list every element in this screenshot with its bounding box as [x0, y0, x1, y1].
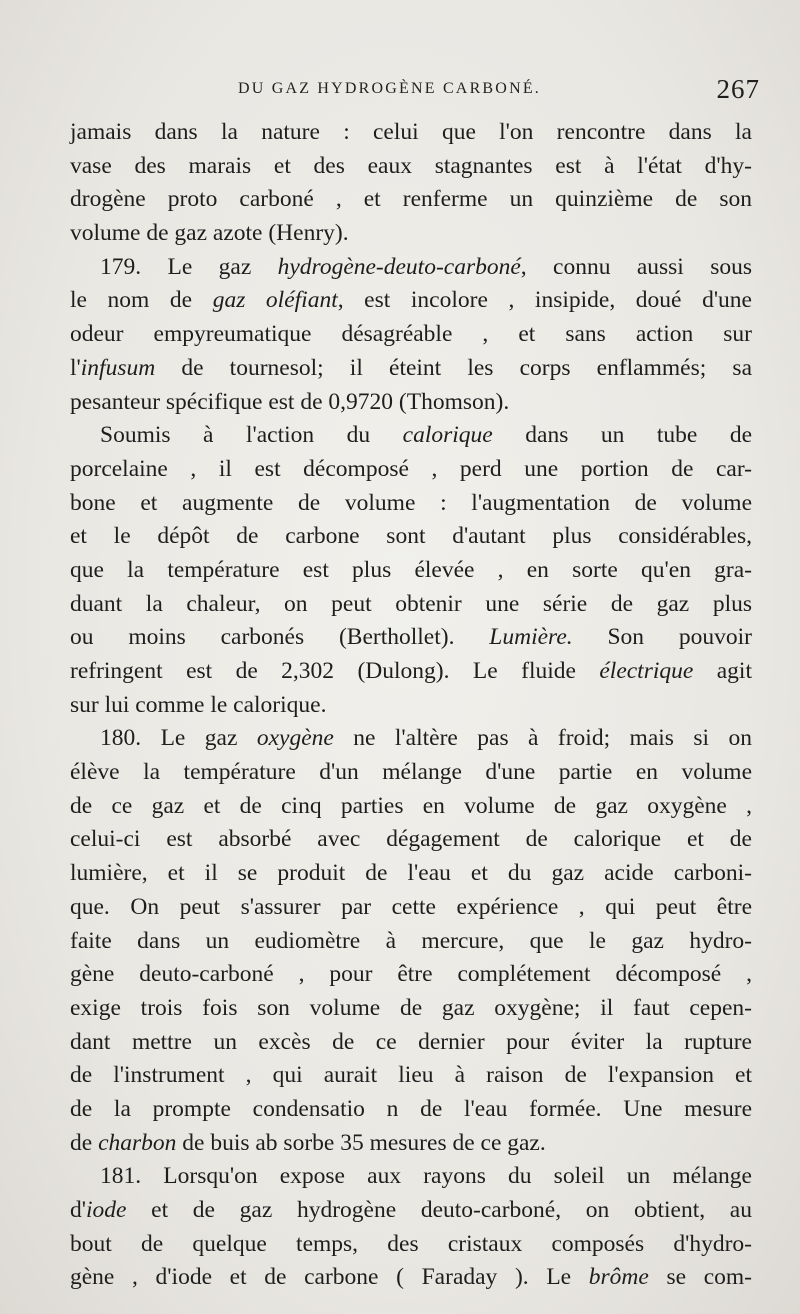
- text-run: 179. Le gaz: [100, 253, 278, 280]
- text-line: [70, 1261, 752, 1295]
- text-line: [70, 419, 752, 453]
- text-line: [70, 217, 752, 251]
- text-run: de buis ab sorbe 35 mesures de ce gaz.: [176, 1129, 546, 1156]
- text-line: [70, 386, 752, 420]
- text-line: [70, 251, 752, 285]
- text-run: drogène proto carboné , et renferme un quinzième de son: [70, 186, 752, 213]
- text-line: [70, 520, 752, 554]
- text-run: dant mettre un excès de ce dernier pour éviter la rupture: [70, 1028, 752, 1055]
- italic-term: infusum: [80, 354, 156, 381]
- text-run: et le dépôt de carbone sont d'autant plus considérables,: [70, 523, 752, 550]
- italic-term: hydrogène-deuto-carboné: [277, 253, 521, 280]
- page-number: 267: [716, 74, 760, 104]
- text-run: Son pouvoir: [572, 624, 752, 651]
- text-run: gène , d'iode et de carbone ( Faraday ). Le: [70, 1264, 589, 1291]
- text-run: , connu aussi sous: [520, 253, 752, 280]
- text-line: [70, 588, 752, 622]
- text-run: de la prompte condensatio n de l'eau formée. Une mesure: [70, 1095, 752, 1122]
- text-run: Soumis à l'action du: [100, 422, 403, 449]
- running-title: DU GAZ HYDROGÈNE CARBONÉ.: [238, 80, 541, 97]
- text-line: [70, 823, 752, 857]
- italic-term: oxygène: [256, 725, 334, 752]
- text-line: [70, 1127, 752, 1161]
- text-line: [70, 284, 752, 318]
- text-run: l': [70, 354, 81, 381]
- text-run: gène deuto-carboné , pour être complétement décomposé ,: [70, 961, 752, 988]
- text-run: se com-: [648, 1264, 752, 1291]
- text-run: celui-ci est absorbé avec dégagement de calorique et de: [70, 826, 752, 853]
- text-run: de l'instrument , qui aurait lieu à raison de l'expansion et: [70, 1062, 752, 1089]
- text-run: lumière, et il se produit de l'eau et du gaz acide carboni-: [70, 860, 752, 887]
- text-run: jamais dans la nature : celui que l'on rencontre dans la: [70, 119, 752, 145]
- text-run: faite dans un eudiomètre à mercure, que le gaz hydro-: [70, 927, 752, 954]
- text-line: [70, 1059, 752, 1093]
- text-line: [70, 1194, 752, 1228]
- text-run: pesanteur spécifique est de 0,9720 (Thomson).: [70, 388, 510, 415]
- text-run: sur lui comme le calorique.: [70, 691, 327, 718]
- text-line: [70, 689, 752, 723]
- text-run: exige trois fois son volume de gaz oxygène; il faut cepen-: [70, 994, 752, 1021]
- italic-term: brôme: [588, 1264, 649, 1291]
- text-run: que. On peut s'assurer par cette expérience , qui peut être: [70, 893, 752, 920]
- italic-term: gaz oléfiant: [212, 287, 338, 314]
- text-line: [70, 183, 752, 217]
- text-line: [70, 1026, 752, 1060]
- text-run: agit: [693, 658, 752, 684]
- text-line: [70, 925, 752, 959]
- text-run: que la température est plus élevée , en sorte qu'en gra-: [70, 556, 752, 583]
- text-line: [70, 554, 752, 588]
- text-line: [70, 790, 752, 824]
- text-run: ne l'altère pas à froid; mais si on: [333, 725, 752, 752]
- text-run: duant la chaleur, on peut obtenir une série de gaz plus: [70, 590, 752, 617]
- text-line: [70, 992, 752, 1026]
- text-line: [70, 1093, 752, 1127]
- text-run: de: [70, 1129, 99, 1156]
- text-run: de ce gaz et de cinq parties en volume de gaz oxygène ,: [70, 792, 752, 819]
- text-run: et de gaz hydrogène deuto-carboné, on obtient, au: [126, 1197, 752, 1223]
- text-run: de tournesol; il éteint les corps enflammés; sa: [155, 354, 752, 381]
- text-line: [70, 1160, 752, 1194]
- text-run: odeur empyreumatique désagréable , et sans action sur: [70, 321, 752, 348]
- text-run: dans un tube de: [492, 422, 752, 449]
- text-line: [70, 453, 752, 487]
- text-line: [70, 116, 752, 150]
- text-run: 180. Le gaz: [100, 725, 257, 752]
- text-run: ou moins carbonés (Berthollet).: [70, 624, 490, 651]
- text-run: 181. Lorsqu'on expose aux rayons du soleil un mélange: [100, 1163, 752, 1190]
- text-line: [70, 857, 752, 891]
- page-header: [70, 74, 760, 114]
- italic-term: électrique: [599, 658, 694, 684]
- text-line: [70, 352, 752, 386]
- text-run: refringent est de 2,302 (Dulong). Le fluide: [70, 658, 600, 684]
- text-line: [70, 756, 752, 790]
- text-run: le nom de: [70, 287, 213, 314]
- text-line: [70, 150, 752, 184]
- text-line: [70, 722, 752, 756]
- text-run: porcelaine , il est décomposé , perd une portion de car-: [70, 455, 752, 482]
- italic-term: charbon: [98, 1129, 177, 1156]
- italic-term: iode: [85, 1197, 127, 1223]
- italic-term: Lumière.: [489, 624, 573, 651]
- text-run: volume de gaz azote (Henry).: [70, 220, 349, 247]
- text-run: vase des marais et des eaux stagnantes est à l'état d'hy-: [70, 152, 752, 179]
- text-line: [70, 621, 752, 655]
- text-run: bone et augmente de volume : l'augmentation de volume: [70, 489, 752, 516]
- text-line: [70, 655, 752, 689]
- text-line: [70, 318, 752, 352]
- text-run: , est incolore , insipide, doué d'une: [337, 287, 752, 314]
- text-line: [70, 487, 752, 521]
- italic-term: calorique: [402, 422, 493, 449]
- text-run: d': [70, 1197, 86, 1223]
- text-line: [70, 1228, 752, 1262]
- text-line: [70, 958, 752, 992]
- text-run: bout de quelque temps, des cristaux composés d'hydro-: [70, 1230, 752, 1257]
- text-run: élève la température d'un mélange d'une partie en volume: [70, 759, 752, 786]
- text-line: [70, 891, 752, 925]
- body-text: [70, 116, 752, 1295]
